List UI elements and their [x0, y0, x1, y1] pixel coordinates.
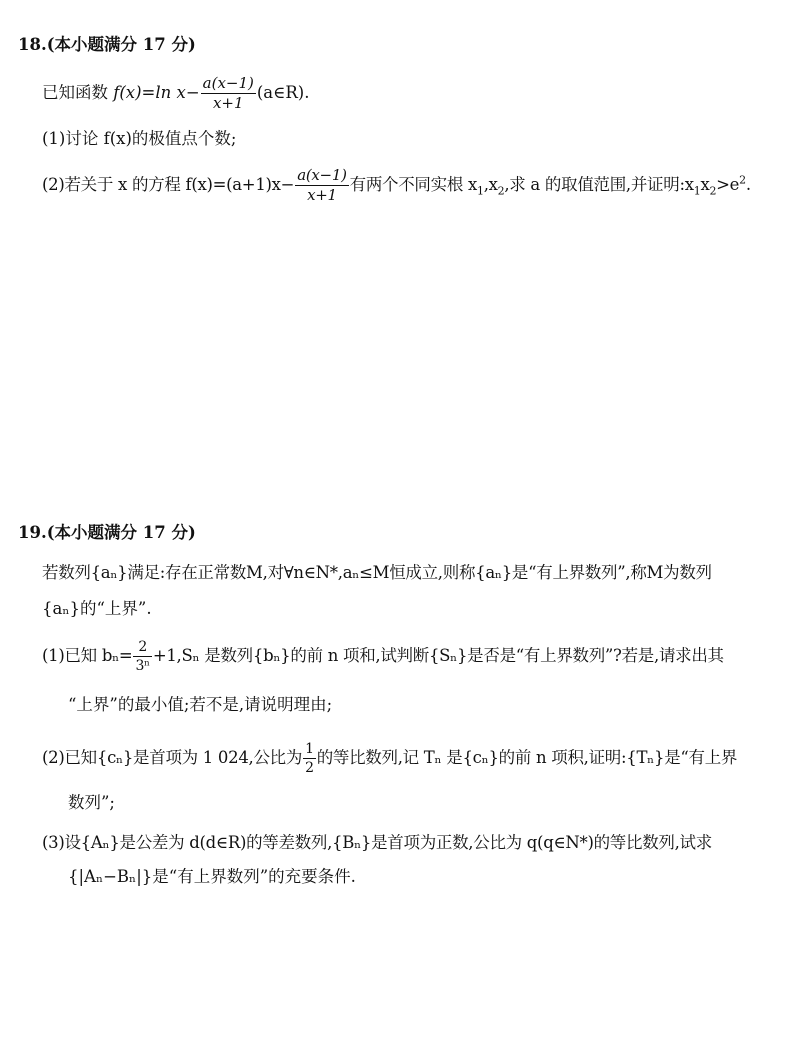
q19-stem-line1: 若数列{aₙ}满足:存在正常数M,对∀n∈N*,aₙ≤M恒成立,则称{aₙ}是“有上界数列”,称M为数列 [42, 563, 712, 582]
q19-part1-line2: “上界”的最小值;若不是,请说明理由; [68, 695, 333, 714]
q19-part2 [42, 742, 737, 775]
q18-part2-fraction [295, 168, 348, 203]
q19-part2-fraction [303, 742, 316, 775]
q19-part1-fraction [133, 640, 151, 673]
q19-part3-line1: (3)设{Aₙ}是公差为 d(d∈R)的等差数列,{Bₙ}是首项为正数,公比为 q(q∈N*)的等比数列,试求 [42, 833, 712, 852]
q18-stem-frac-num: a(x−1) [202, 74, 254, 92]
q19-part1-suffix: +1,Sₙ 是数列{bₙ}的前 n 项和,试判断{Sₙ}是否是“有上界数列”?若是,请求出其 [152, 646, 724, 665]
q18-header: 18.(本小题满分 17 分) [18, 35, 196, 54]
q19-part1 [42, 640, 724, 673]
q18-stem-suffix: (a∈R). [256, 83, 310, 102]
q19-stem-line2: {aₙ}的“上界”. [42, 599, 152, 618]
q18-stem [42, 76, 309, 111]
q19-header: 19.(本小题满分 17 分) [18, 523, 196, 542]
q18-part2-text-e: >e [716, 175, 740, 194]
q18-part2 [42, 168, 751, 203]
q18-part2-end: . [745, 175, 751, 194]
q19-part1-frac-num: 2 [133, 640, 151, 657]
q18-part2-text-c: ,求 a 的取值范围,并证明:x [504, 175, 694, 194]
q19-part1-frac-den: 3ⁿ [135, 658, 150, 674]
q18-stem-fraction [201, 76, 256, 111]
q19-part2-frac-num: 1 [305, 741, 314, 757]
q19-part2-frac-den: 2 [305, 760, 314, 776]
q18-part2-sup: 2 [739, 173, 746, 187]
q18-part2-frac-den: x+1 [307, 186, 337, 204]
q18-part2-sub1b: 1 [693, 184, 701, 198]
q18-part1: (1)讨论 f(x)的极值点个数; [42, 129, 237, 148]
q19-part2-prefix: (2)已知{cₙ}是首项为 1 024,公比为 [42, 748, 303, 767]
q19-part2-suffix: 的等比数列,记 Tₙ 是{cₙ}的前 n 项积,证明:{Tₙ}是“有上界 [316, 748, 738, 767]
q18-part2-frac-num: a(x−1) [297, 166, 347, 184]
q18-stem-frac-den: x+1 [212, 94, 244, 112]
q18-part2-sub1: 1 [476, 184, 484, 198]
q18-stem-fx: f(x)=ln x− [113, 83, 200, 102]
q18-part2-sub2b: 2 [709, 184, 717, 198]
q19-part2-line2: 数列”; [68, 793, 115, 812]
q18-part2-sub2: 2 [497, 184, 505, 198]
q19-part3-line2: {|Aₙ−Bₙ|}是“有上界数列”的充要条件. [68, 867, 356, 886]
q18-part2-text-a: 有两个不同实根 x [349, 175, 477, 194]
q18-part2-text-d: x [700, 175, 710, 194]
q18-part2-prefix: (2)若关于 x 的方程 f(x)=(a+1)x− [42, 175, 295, 194]
q19-part1-prefix: (1)已知 bₙ= [42, 646, 133, 665]
q18-stem-prefix: 已知函数 [42, 83, 114, 102]
q18-part2-text-b: ,x [483, 175, 498, 194]
